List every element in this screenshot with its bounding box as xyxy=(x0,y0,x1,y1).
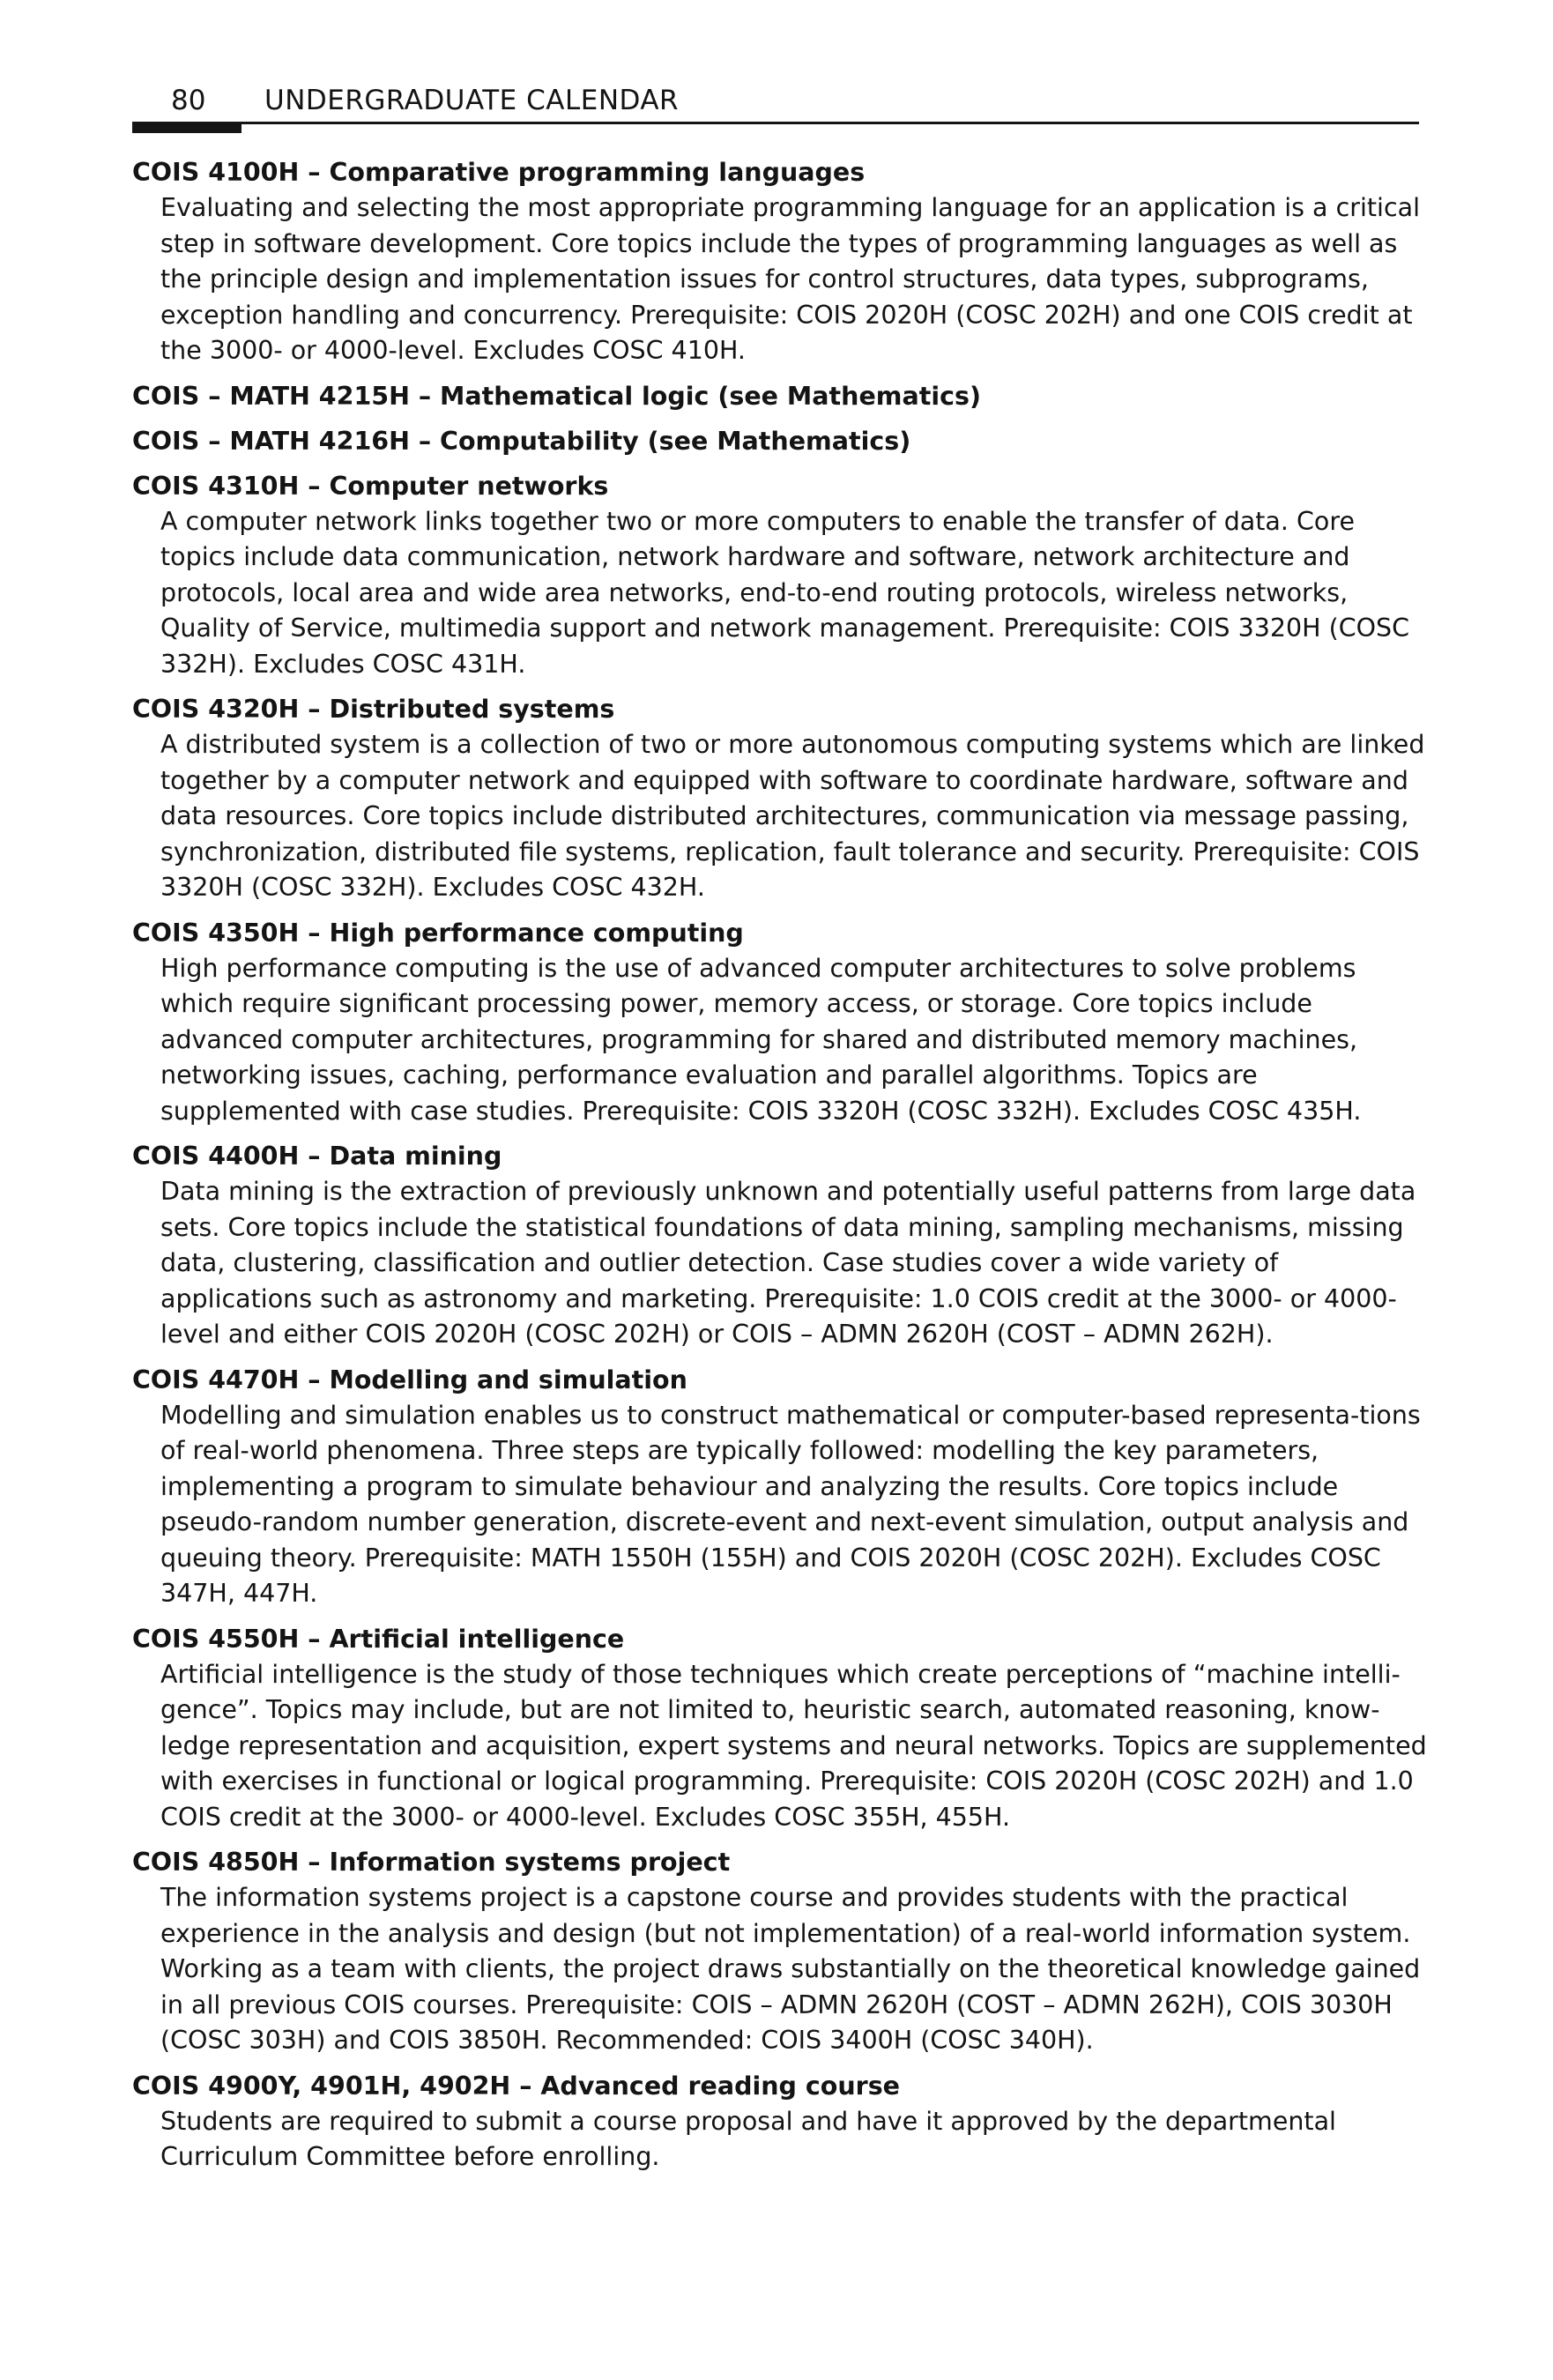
course-entry xyxy=(132,692,1428,906)
course-title: COIS – MATH 4215H – Mathematical logic (see Mathematics) xyxy=(132,381,981,411)
course-title: COIS 4900Y, 4901H, 4902H – Advanced reading course xyxy=(132,2071,900,2101)
course-description: The information systems project is a capstone course and provides students with the practical experience in the analysis and design (but not implementation) of a real-world information system. Working as a team with clients, the project draws substantially on the theoretical knowledge gained in all previous COIS courses. Prerequisite: COIS – ADMN 2620H (COST – ADMN 262H), COIS 3030H (COSC 303H) and COIS 3850H. Recommended: COIS 3400H (COSC 340H). xyxy=(160,1883,1421,2055)
course-entry xyxy=(132,155,1428,369)
course-description: Modelling and simulation enables us to construct mathematical or computer-based representa-tions of real-world phenomena. Three steps are typically followed: modelling the key parameters, implementing a program to simulate behaviour and analyzing the results. Core topics include pseudo-random number generation, discrete-event and next-event simulation, output analysis and queuing theory. Prerequisite: MATH 1550H (155H) and COIS 2020H (COSC 202H). Excludes COSC 347H, 447H. xyxy=(160,1400,1421,1608)
course-title: COIS 4850H – Information systems project xyxy=(132,1848,731,1877)
course-entry xyxy=(132,1845,1428,2059)
course-entry xyxy=(132,1139,1428,1353)
course-description: Evaluating and selecting the most appropriate programming language for an application is a critical step in software development. Core topics include the types of programming languages as well as the principle design and implementation issues for control structures, data types, subprograms, exception handling and concurrency. Prerequisite: COIS 2020H (COSC 202H) and one COIS credit at the 3000- or 4000-level. Excludes COSC 410H. xyxy=(160,193,1421,365)
course-list xyxy=(132,155,1428,2185)
course-title: COIS 4550H – Artificial intelligence xyxy=(132,1624,625,1654)
course-description: A distributed system is a collection of two or more autonomous computing systems which are linked together by a computer network and equipped with software to coordinate hardware, software and data resources. Core topics include distributed architectures, communication via message passing, synchronization, distributed file systems, replication, fault tolerance and security. Prerequisite: COIS 3320H (COSC 332H). Excludes COSC 432H. xyxy=(160,730,1425,902)
course-entry xyxy=(132,379,1428,414)
course-entry xyxy=(132,916,1428,1130)
course-description: High performance computing is the use of advanced computer architectures to solve problems which require significant processing power, memory access, or storage. Core topics include advanced computer architectures, programming for shared and distributed memory machines, networking issues, caching, performance evaluation and parallel algorithms. Topics are supplemented with case studies. Prerequisite: COIS 3320H (COSC 332H). Excludes COSC 435H. xyxy=(160,953,1362,1126)
course-description: A computer network links together two or more computers to enable the transfer of data. Core topics include data communication, network hardware and software, network architecture and protocols, local area and wide area networks, end-to-end routing protocols, wireless networks, Quality of Service, multimedia support and network management. Prerequisite: COIS 3320H (COSC 332H). Excludes COSC 431H. xyxy=(160,506,1410,679)
course-title: COIS 4350H – High performance computing xyxy=(132,918,744,948)
course-title: COIS 4470H – Modelling and simulation xyxy=(132,1365,687,1395)
running-title: UNDERGRADUATE CALENDAR xyxy=(264,85,680,116)
page-header xyxy=(132,83,1419,136)
course-title: COIS 4100H – Comparative programming languages xyxy=(132,158,866,187)
course-description: Artificial intelligence is the study of those techniques which create perceptions of “machine intelli-gence”. Topics may include, but are not limited to, heuristic search, automated reasoning, know-ledge representation and acquisition, expert systems and neural networks. Topics are supplemented with exercises in functional or logical programming. Prerequisite: COIS 2020H (COSC 202H) and 1.0 COIS credit at the 3000- or 4000-level. Excludes COSC 355H, 455H. xyxy=(160,1659,1427,1832)
course-entry xyxy=(132,469,1428,683)
course-entry xyxy=(132,2069,1428,2175)
course-description: Data mining is the extraction of previously unknown and potentially useful patterns from large data sets. Core topics include the statistical foundations of data mining, sampling mechanisms, missing data, clustering, classification and outlier detection. Case studies cover a wide variety of applications such as astronomy and marketing. Prerequisite: 1.0 COIS credit at the 3000- or 4000-level and either COIS 2020H (COSC 202H) or COIS – ADMN 2620H (COST – ADMN 262H). xyxy=(160,1177,1416,1349)
course-title: COIS – MATH 4216H – Computability (see Mathematics) xyxy=(132,426,911,456)
course-description: Students are required to submit a course proposal and have it approved by the departmental Curriculum Committee before enrolling. xyxy=(160,2106,1336,2171)
course-title: COIS 4320H – Distributed systems xyxy=(132,695,615,724)
header-rule-block xyxy=(132,122,241,133)
header-rule xyxy=(132,122,1419,124)
course-entry xyxy=(132,1363,1428,1612)
course-entry xyxy=(132,1622,1428,1836)
page-number: 80 xyxy=(171,85,206,116)
course-title: COIS 4400H – Data mining xyxy=(132,1142,502,1171)
course-title: COIS 4310H – Computer networks xyxy=(132,471,609,501)
course-entry xyxy=(132,424,1428,459)
